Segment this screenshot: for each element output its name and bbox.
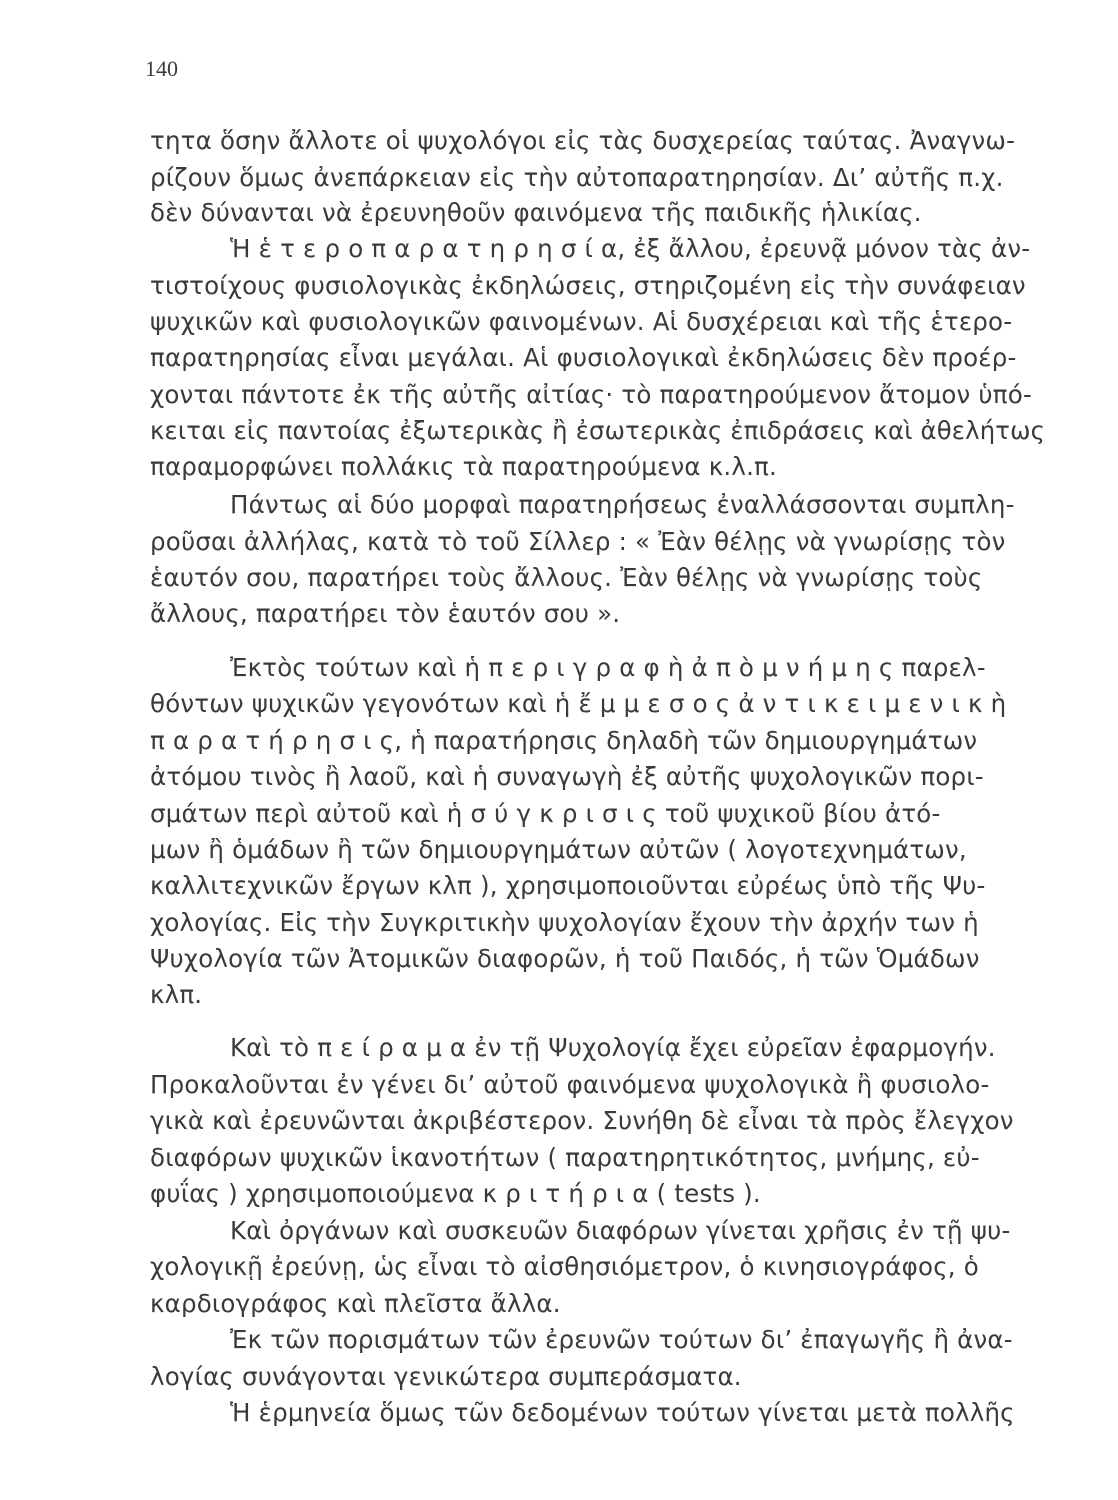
text-line: θόντων ψυχικῶν γεγονότων καὶ ἡ ἔ μ μ ε σ ο ς ἀ ν τ ι κ ε ι μ ε ν ι κ ὴ <box>150 689 1007 718</box>
text-line: χολογίας. Εἰς τὴν Συγκριτικὴν ψυχολογίαν ἔχουν τὴν ἀρχήν των ἡ <box>150 908 979 937</box>
text-line: ροῦσαι ἀλλήλας, κατὰ τὸ τοῦ Σίλλερ : « Ἐὰν θέλῃς νὰ γνωρίσῃς τὸν <box>150 527 1006 556</box>
text-line: διαφόρων ψυχικῶν ἱκανοτήτων ( παρατηρητικότητος, μνήμης, εὐ- <box>150 1143 980 1172</box>
text-line: γικὰ καὶ ἐρευνῶνται ἀκριβέστερον. Συνήθη δὲ εἶναι τὰ πρὸς ἔλεγχον <box>150 1106 1014 1135</box>
text-line: ἄλλους, παρατήρει τὸν ἑαυτόν σου ». <box>150 599 621 628</box>
text-line: Ἡ ἑ τ ε ρ ο π α ρ α τ η ρ η σ ί α, ἐξ ἄλλου, ἐρευνᾷ μόνον τὰς ἀν- <box>230 234 1031 263</box>
text-line: ἀτόμου τινὸς ἢ λαοῦ, καὶ ἡ συναγωγὴ ἐξ αὐτῆς ψυχολογικῶν πορι- <box>150 762 984 791</box>
text-line: χονται πάντοτε ἐκ τῆς αὐτῆς αἰτίας· τὸ παρατηρούμενον ἄτομον ὑπό- <box>150 380 1032 409</box>
text-line: ἑαυτόν σου, παρατήρει τοὺς ἄλλους. Ἐὰν θέλῃς νὰ γνωρίσῃς τοὺς <box>150 563 983 592</box>
text-line: παρατηρησίας εἶναι μεγάλαι. Αἱ φυσιολογικαὶ ἐκδηλώσεις δὲν προέρ- <box>150 343 1017 372</box>
text-line: Ἡ ἑρμηνεία ὅμως τῶν δεδομένων τούτων γίνεται μετὰ πολλῆς <box>230 1398 1015 1427</box>
page-number: 140 <box>145 56 178 81</box>
text-line: δὲν δύνανται νὰ ἐρευνηθοῦν φαινόμενα τῆς παιδικῆς ἡλικίας. <box>150 198 922 227</box>
text-line: λογίας συνάγονται γενικώτερα συμπεράσματα. <box>150 1362 742 1391</box>
text-line: Καὶ ὀργάνων καὶ συσκευῶν διαφόρων γίνεται χρῆσις ἐν τῇ ψυ- <box>230 1216 1011 1245</box>
text-line: π α ρ α τ ή ρ η σ ι ς, ἡ παρατήρησις δηλαδὴ τῶν δημιουργημάτων <box>150 726 978 755</box>
text-line: κειται εἰς παντοίας ἐξωτερικὰς ἢ ἐσωτερικὰς ἐπιδράσεις καὶ ἀθελήτως <box>150 416 1046 445</box>
text-line: ψυχικῶν καὶ φυσιολογικῶν φαινομένων. Αἱ δυσχέρειαι καὶ τῆς ἑτερο- <box>150 307 1013 336</box>
text-line: Προκαλοῦνται ἐν γένει δι’ αὐτοῦ φαινόμενα ψυχολογικὰ ἢ φυσιολο- <box>150 1070 990 1099</box>
text-line: καλλιτεχνικῶν ἔργων κλπ ), χρησιμοποιοῦνται εὐρέως ὑπὸ τῆς Ψυ- <box>150 871 986 900</box>
text-line: σμάτων περὶ αὐτοῦ καὶ ἡ σ ύ γ κ ρ ι σ ι ς τοῦ ψυχικοῦ βίου ἀτό- <box>150 799 941 828</box>
text-line: φυΐας ) χρησιμοποιούμενα κ ρ ι τ ή ρ ι α ( tests ). <box>150 1179 761 1208</box>
text-line: καρδιογράφος καὶ πλεῖστα ἄλλα. <box>150 1289 561 1318</box>
text-line: Ἐκ τῶν πορισμάτων τῶν ἐρευνῶν τούτων δι’ ἐπαγωγῆς ἢ ἀνα- <box>230 1325 1013 1354</box>
text-line: Καὶ τὸ π ε ί ρ α μ α ἐν τῇ Ψυχολογίᾳ ἔχει εὐρεῖαν ἐφαρμογήν. <box>230 1033 996 1062</box>
text-line: Ψυχολογία τῶν Ἀτομικῶν διαφορῶν, ἡ τοῦ Παιδός, ἡ τῶν Ὁμάδων <box>150 944 980 973</box>
text-line: παραμορφώνει πολλάκις τὰ παρατηρούμενα κ.λ.π. <box>150 452 777 481</box>
text-line: τιστοίχους φυσιολογικὰς ἐκδηλώσεις, στηριζομένη εἰς τὴν συνάφειαν <box>150 271 1026 300</box>
text-line: κλπ. <box>150 980 203 1009</box>
text-line: ρίζουν ὅμως ἀνεπάρκειαν εἰς τὴν αὐτοπαρατηρησίαν. Δι’ αὐτῆς π.χ. <box>150 163 1004 192</box>
text-line: Ἐκτὸς τούτων καὶ ἡ π ε ρ ι γ ρ α φ ὴ ἀ π ὸ μ ν ή μ η ς παρελ- <box>230 653 986 682</box>
text-line: χολογικῇ ἐρεύνῃ, ὡς εἶναι τὸ αἰσθησιόμετρον, ὁ κινησιογράφος, ὁ <box>150 1252 979 1281</box>
text-line: τητα ὅσην ἄλλοτε οἱ ψυχολόγοι εἰς τὰς δυσχερείας ταύτας. Ἀναγνω- <box>150 126 1016 155</box>
text-line: μων ἢ ὁμάδων ἢ τῶν δημιουργημάτων αὐτῶν ( λογοτεχνημάτων, <box>150 835 967 864</box>
text-line: Πάντως αἱ δύο μορφαὶ παρατηρήσεως ἐναλλάσσονται συμπλη- <box>230 490 1015 519</box>
